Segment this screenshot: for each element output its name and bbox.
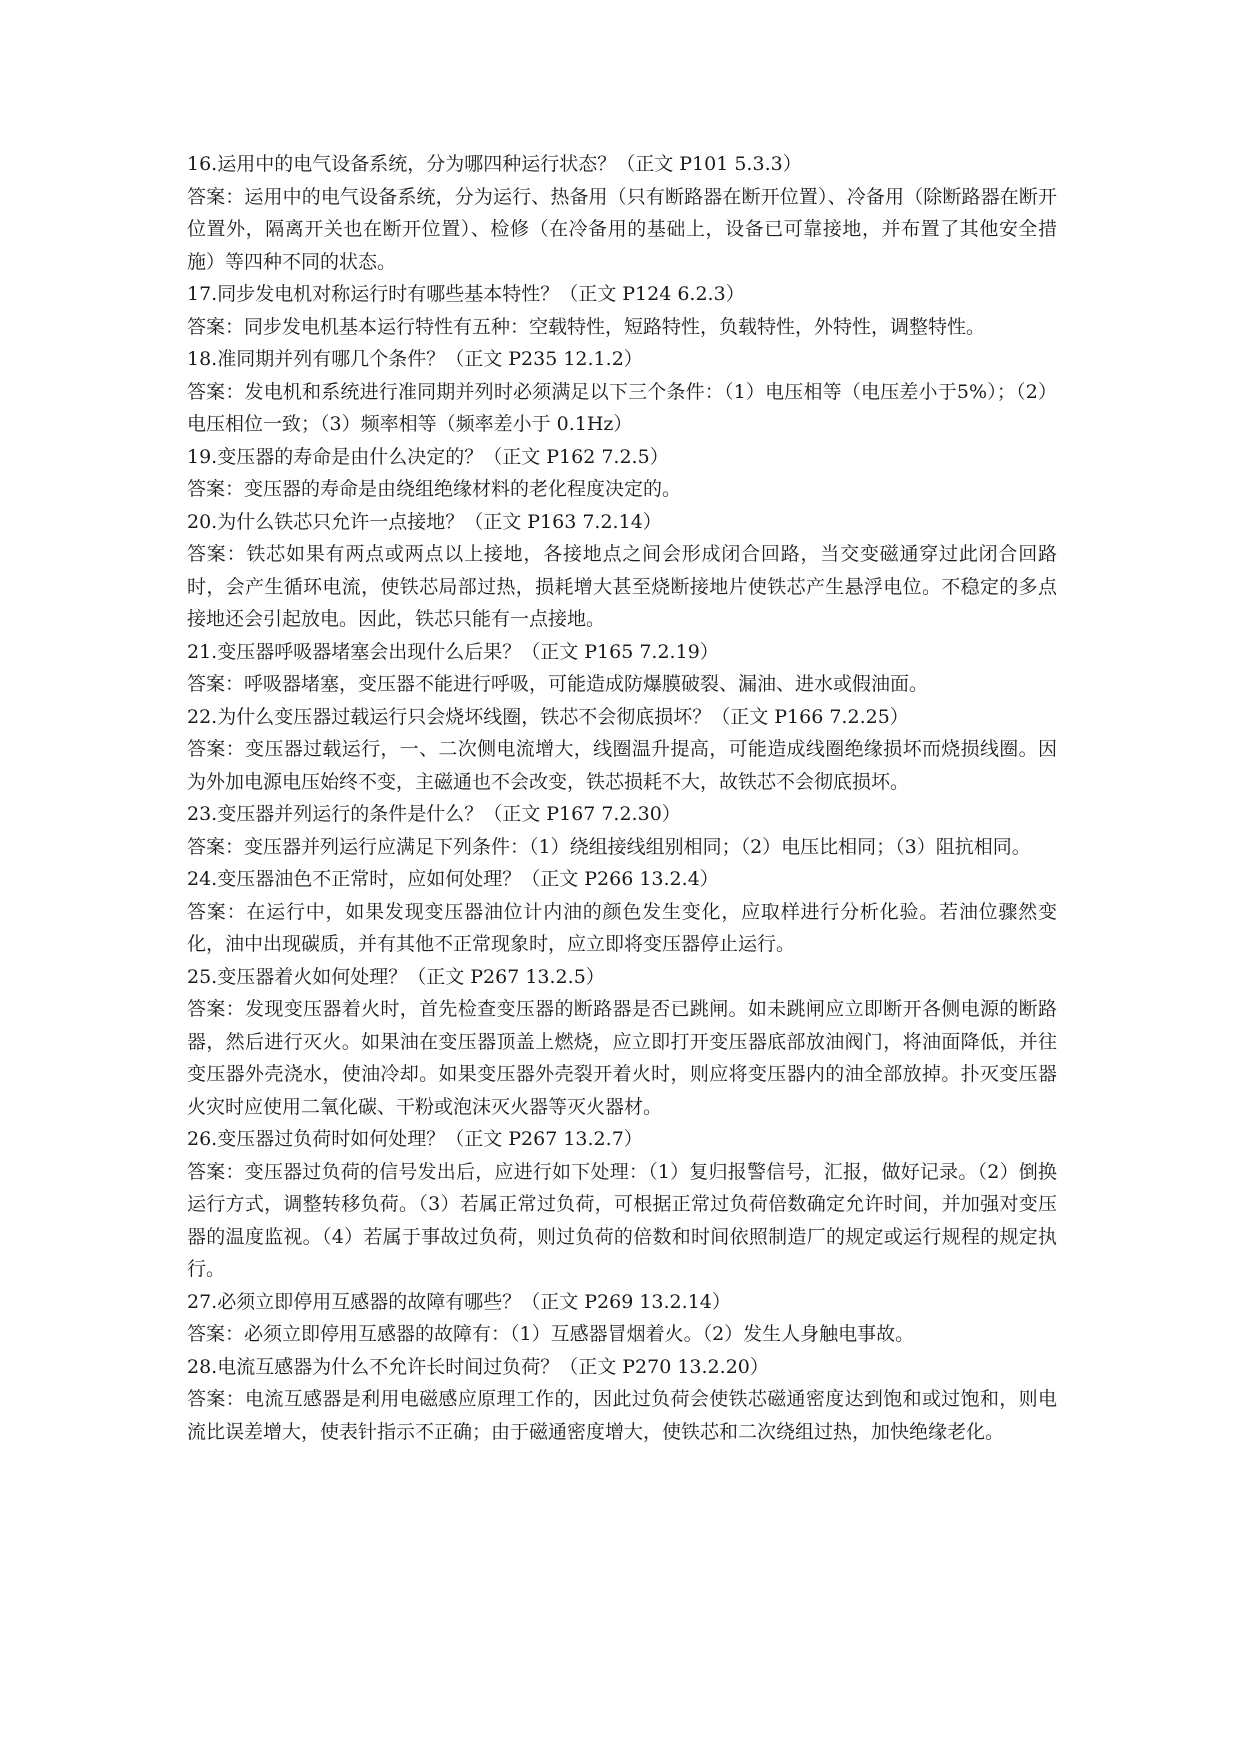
- qa-item-23: [187, 798, 1057, 863]
- qa-item-28: [187, 1351, 1057, 1449]
- question-20: 20.为什么铁芯只允许一点接地？（正文 P163 7.2.14）: [187, 510, 662, 533]
- answer-25: 答案：发现变压器着火时，首先检查变压器的断路器是否已跳闸。如未跳闸应立即断开各侧电源的断路器，然后进行灭火。如果油在变压器顶盖上燃烧，应立即打开变压器底部放油阀门，将油面降低，并往变压器外壳浇水，使油冷却。如果变压器外壳裂开着火时，则应将变压器内的油全部放掉。扑灭变压器火灾时应使用二氧化碳、干粉或泡沫灭火器等灭火器材。: [187, 998, 1057, 1118]
- qa-item-26: [187, 1123, 1057, 1286]
- answer-22: 答案：变压器过载运行，一、二次侧电流增大，线圈温升提高，可能造成线圈绝缘损坏而烧损线圈。因为外加电源电压始终不变，主磁通也不会改变，铁芯损耗不大，故铁芯不会彻底损坏。: [187, 738, 1057, 793]
- question-16: 16.运用中的电气设备系统，分为哪四种运行状态？（正文 P101 5.3.3）: [187, 153, 802, 175]
- question-27: 27.必须立即停用互感器的故障有哪些？（正文 P269 13.2.14）: [187, 1290, 731, 1313]
- answer-18: 答案：发电机和系统进行准同期并列时必须满足以下三个条件：（1）电压相等（电压差小于5%）；（2）电压相位一致；（3）频率相等（频率差小于 0.1Hz）: [187, 380, 1057, 435]
- question-24: 24.变压器油色不正常时，应如何处理？（正文 P266 13.2.4）: [187, 868, 719, 890]
- question-18: 18.准同期并列有哪几个条件？（正文 P235 12.1.2）: [187, 348, 643, 370]
- answer-16: 答案：运用中的电气设备系统，分为运行、热备用（只有断路器在断开位置）、冷备用（除断路器在断开位置外，隔离开关也在断开位置）、检修（在冷备用的基础上，设备已可靠接地，并布置了其他安全措施）等四种不同的状态。: [187, 185, 1057, 273]
- answer-17: 答案：同步发电机基本运行特性有五种：空载特性，短路特性，负载特性，外特性，调整特性。: [187, 315, 986, 338]
- document-page: [187, 148, 1057, 1448]
- question-19: 19.变压器的寿命是由什么决定的？（正文 P162 7.2.5）: [187, 445, 669, 468]
- qa-item-25: [187, 961, 1057, 1124]
- qa-item-19: [187, 441, 1057, 506]
- question-26: 26.变压器过负荷时如何处理？（正文 P267 13.2.7）: [187, 1128, 643, 1150]
- answer-24: 答案：在运行中，如果发现变压器油位计内油的颜色发生变化，应取样进行分析化验。若油位骤然变化，油中出现碳质，并有其他不正常现象时，应立即将变压器停止运行。: [187, 900, 1057, 955]
- qa-item-16: [187, 148, 1057, 278]
- question-22: 22.为什么变压器过载运行只会烧坏线圈，铁芯不会彻底损坏？（正文 P166 7.2.25）: [187, 705, 909, 728]
- qa-item-20: [187, 506, 1057, 636]
- answer-20: 答案：铁芯如果有两点或两点以上接地，各接地点之间会形成闭合回路，当交变磁通穿过此闭合回路时，会产生循环电流，使铁芯局部过热，损耗增大甚至烧断接地片使铁芯产生悬浮电位。不稳定的多点接地还会引起放电。因此，铁芯只能有一点接地。: [187, 543, 1057, 630]
- answer-27: 答案：必须立即停用互感器的故障有：（1）互感器冒烟着火。（2）发生人身触电事故。: [187, 1323, 915, 1345]
- question-21: 21.变压器呼吸器堵塞会出现什么后果？（正文 P165 7.2.19）: [187, 640, 719, 663]
- qa-item-17: [187, 278, 1057, 343]
- answer-19: 答案：变压器的寿命是由绕组绝缘材料的老化程度决定的。: [187, 478, 682, 500]
- question-23: 23.变压器并列运行的条件是什么？（正文 P167 7.2.30）: [187, 803, 681, 825]
- qa-item-27: [187, 1286, 1057, 1351]
- question-25: 25.变压器着火如何处理？（正文 P267 13.2.5）: [187, 965, 605, 988]
- qa-item-22: [187, 701, 1057, 799]
- answer-26: 答案：变压器过负荷的信号发出后，应进行如下处理：（1）复归报警信号，汇报，做好记录。（2）倒换运行方式，调整转移负荷。（3）若属正常过负荷，可根据正常过负荷倍数确定允许时间，并加强对变压器的温度监视。（4）若属于事故过负荷，则过负荷的倍数和时间依照制造厂的规定或运行规程的规定执行。: [187, 1160, 1057, 1280]
- question-17: 17.同步发电机对称运行时有哪些基本特性？（正文 P124 6.2.3）: [187, 283, 745, 305]
- qa-item-24: [187, 863, 1057, 961]
- answer-23: 答案：变压器并列运行应满足下列条件：（1）绕组接线组别相同；（2）电压比相同；（3）阻抗相同。: [187, 835, 1031, 858]
- qa-item-21: [187, 636, 1057, 701]
- qa-item-18: [187, 343, 1057, 441]
- answer-21: 答案：呼吸器堵塞，变压器不能进行呼吸，可能造成防爆膜破裂、漏油、进水或假油面。: [187, 673, 929, 695]
- answer-28: 答案：电流互感器是利用电磁感应原理工作的，因此过负荷会使铁芯磁通密度达到饱和或过饱和，则电流比误差增大，使表针指示不正确；由于磁通密度增大，使铁芯和二次绕组过热，加快绝缘老化。: [187, 1388, 1057, 1443]
- question-28: 28.电流互感器为什么不允许长时间过负荷？（正文 P270 13.2.20）: [187, 1355, 769, 1378]
